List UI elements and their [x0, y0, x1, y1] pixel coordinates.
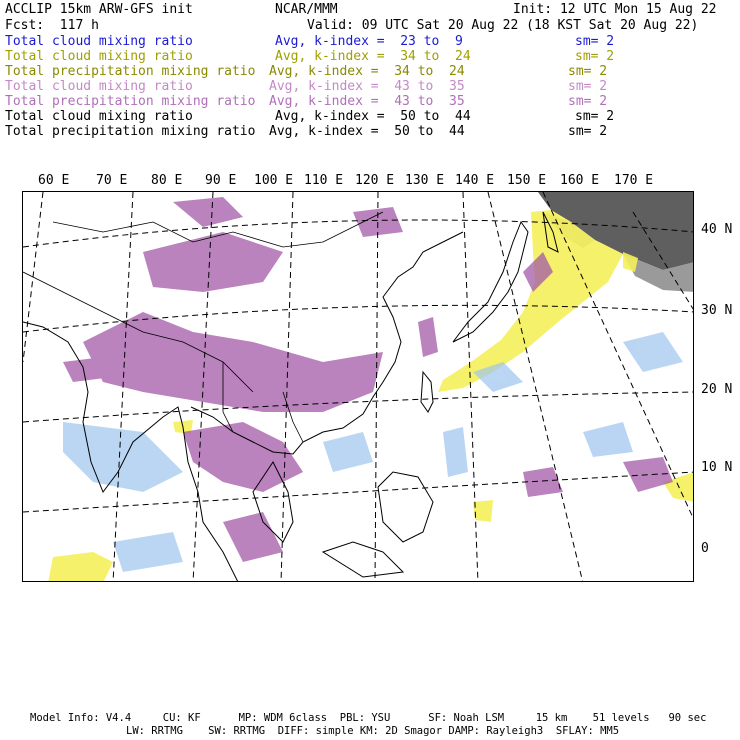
field-smoothing: sm= 2 [575, 49, 615, 64]
field-smoothing: sm= 2 [568, 64, 608, 79]
longitude-label: 130 E [405, 173, 445, 188]
field-name: Total cloud mixing ratio [5, 79, 193, 94]
field-name: Total precipitation mixing ratio [5, 124, 256, 139]
longitude-label: 140 E [455, 173, 495, 188]
field-smoothing: sm= 2 [568, 94, 608, 109]
latitude-label: 40 N [701, 222, 733, 237]
longitude-label: 120 E [355, 173, 395, 188]
field-name: Total precipitation mixing ratio [5, 94, 256, 109]
field-k-index: Avg, k-index = 50 to 44 [275, 109, 471, 124]
longitude-label: 150 E [507, 173, 547, 188]
field-k-index: Avg, k-index = 34 to 24 [275, 49, 471, 64]
latitude-label: 0 [701, 541, 709, 556]
longitude-label: 90 E [205, 173, 237, 188]
latitude-label: 20 N [701, 382, 733, 397]
field-k-index: Avg, k-index = 43 to 35 [269, 94, 465, 109]
field-name: Total cloud mixing ratio [5, 34, 193, 49]
field-k-index: Avg, k-index = 23 to 9 [275, 34, 463, 49]
longitude-label: 160 E [560, 173, 600, 188]
init-time: Init: 12 UTC Mon 15 Aug 22 [513, 2, 717, 17]
field-smoothing: sm= 2 [568, 124, 608, 139]
longitude-label: 170 E [614, 173, 654, 188]
field-k-index: Avg, k-index = 43 to 35 [269, 79, 465, 94]
map-panel [22, 191, 694, 582]
field-k-index: Avg, k-index = 50 to 44 [269, 124, 465, 139]
longitude-label: 60 E [38, 173, 70, 188]
forecast-hour: Fcst: 117 h [5, 18, 99, 33]
longitude-label: 110 E [304, 173, 344, 188]
organization-label: NCAR/MMM [275, 2, 338, 17]
field-name: Total precipitation mixing ratio [5, 64, 256, 79]
field-smoothing: sm= 2 [575, 34, 615, 49]
latitude-label: 10 N [701, 460, 733, 475]
footer-physics-info: LW: RRTMG SW: RRTMG DIFF: simple KM: 2D Smagor DAMP: Rayleigh3 SFLAY: MM5 [126, 725, 620, 737]
cloud-shading-yellow [48, 210, 694, 582]
footer-model-info: Model Info: V4.4 CU: KF MP: WDM 6class PBL: YSU SF: Noah LSM 15 km 51 levels 90 sec [30, 712, 707, 724]
field-smoothing: sm= 2 [575, 109, 615, 124]
longitude-label: 100 E [254, 173, 294, 188]
model-title: ACCLIP 15km ARW-GFS init [5, 2, 193, 17]
longitude-label: 80 E [151, 173, 183, 188]
field-name: Total cloud mixing ratio [5, 109, 193, 124]
latitude-label: 30 N [701, 303, 733, 318]
valid-time: Valid: 09 UTC Sat 20 Aug 22 (18 KST Sat 20 Aug 22) [307, 18, 699, 33]
map-canvas [23, 192, 694, 582]
field-name: Total cloud mixing ratio [5, 49, 193, 64]
field-smoothing: sm= 2 [568, 79, 608, 94]
longitude-label: 70 E [96, 173, 128, 188]
field-k-index: Avg, k-index = 34 to 24 [269, 64, 465, 79]
